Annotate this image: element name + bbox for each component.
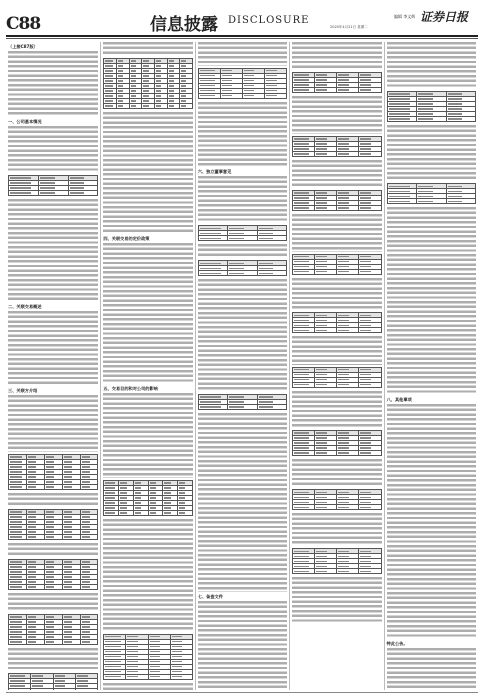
table-row <box>198 271 286 276</box>
data-table <box>8 559 98 590</box>
table-cell <box>44 484 62 489</box>
body-text-block <box>8 51 98 117</box>
table-cell <box>387 199 416 204</box>
table-cell <box>228 271 257 276</box>
data-table <box>292 312 381 333</box>
table-cell <box>62 484 80 489</box>
table-cell <box>257 236 286 241</box>
article-column <box>100 42 194 690</box>
table-cell <box>315 451 337 456</box>
body-text-block <box>8 395 98 451</box>
masthead <box>0 0 484 42</box>
data-table <box>387 91 476 122</box>
body-text-block <box>292 391 381 429</box>
table-cell <box>387 117 416 122</box>
table-cell <box>359 151 381 156</box>
table-row <box>198 405 286 410</box>
table-cell <box>293 569 315 574</box>
data-table <box>198 225 287 241</box>
body-text-block <box>103 393 192 478</box>
table-row <box>9 639 98 644</box>
table-cell <box>163 510 178 515</box>
data-table <box>292 136 381 157</box>
footer-rule <box>6 692 478 693</box>
table-cell <box>80 584 98 589</box>
table-cell <box>167 104 180 109</box>
body-text-block <box>8 199 98 302</box>
body-text-block <box>292 96 381 134</box>
table-row <box>104 674 192 679</box>
table-cell <box>337 451 359 456</box>
body-text-block <box>103 519 192 632</box>
data-table <box>292 430 381 456</box>
table-cell <box>315 151 337 156</box>
table-cell <box>417 117 446 122</box>
table-row <box>9 534 98 539</box>
table-row <box>293 88 381 93</box>
table-cell <box>38 190 68 195</box>
body-text-block <box>292 336 381 364</box>
body-text-block <box>8 311 98 386</box>
body-text-block <box>387 648 476 690</box>
section-title-en: DISCLOSURE <box>228 15 310 26</box>
table-cell <box>293 451 315 456</box>
table-cell <box>293 328 315 333</box>
table-cell <box>26 639 44 644</box>
table-cell <box>26 484 44 489</box>
data-table <box>387 183 476 204</box>
table-cell <box>315 569 337 574</box>
table-cell <box>315 88 337 93</box>
table-cell <box>148 510 163 515</box>
table-cell <box>44 534 62 539</box>
table-cell <box>359 569 381 574</box>
table-cell <box>337 205 359 210</box>
table-cell <box>337 328 359 333</box>
table-cell <box>53 689 75 690</box>
data-table <box>292 190 381 211</box>
data-table <box>8 454 98 490</box>
table-row <box>387 117 475 122</box>
table-cell <box>265 93 287 98</box>
table-cell <box>80 484 98 489</box>
body-text-block <box>198 601 287 690</box>
header-rule-thin <box>6 38 478 39</box>
table-cell <box>315 328 337 333</box>
body-text-block <box>387 42 476 89</box>
table-cell <box>26 584 44 589</box>
table-cell <box>177 510 192 515</box>
table-cell <box>133 510 148 515</box>
section-heading: 二、关联交易概述 <box>8 304 42 310</box>
table-cell <box>293 382 315 387</box>
body-text-block <box>103 683 192 690</box>
body-text-block <box>292 42 381 70</box>
data-table <box>292 548 381 574</box>
body-text-block <box>8 543 98 557</box>
section-heading: 七、备查文件 <box>197 593 223 599</box>
body-text-block <box>8 126 98 173</box>
section-heading: 四、关联交易的定价政策 <box>103 236 150 242</box>
table-cell <box>337 382 359 387</box>
table-cell <box>257 405 286 410</box>
data-table <box>292 254 381 275</box>
table-row <box>293 569 381 574</box>
table-row <box>387 199 475 204</box>
table-cell <box>198 405 227 410</box>
page-number: C88 <box>6 14 41 34</box>
table-cell <box>359 205 381 210</box>
body-text-block <box>8 493 98 507</box>
table-cell <box>198 271 227 276</box>
table-cell <box>359 88 381 93</box>
data-table <box>103 634 192 680</box>
section-heading: 特此公告。 <box>386 641 408 647</box>
table-cell <box>198 93 220 98</box>
body-text-block <box>8 593 98 612</box>
table-cell <box>9 639 27 644</box>
table-cell <box>359 269 381 274</box>
table-cell <box>9 584 27 589</box>
table-row <box>293 151 381 156</box>
body-text-block <box>8 648 98 672</box>
table-cell <box>315 382 337 387</box>
body-text-block <box>198 42 287 66</box>
table-cell <box>9 689 31 690</box>
table-cell <box>26 534 44 539</box>
table-cell <box>180 104 193 109</box>
table-cell <box>44 639 62 644</box>
table-cell <box>126 674 148 679</box>
table-cell <box>293 151 315 156</box>
data-table <box>8 614 98 645</box>
table-row <box>293 451 381 456</box>
table-cell <box>337 88 359 93</box>
section-heading: 一、公司基本情况 <box>8 118 42 124</box>
table-cell <box>62 534 80 539</box>
article-column <box>384 42 478 690</box>
data-table <box>8 673 98 690</box>
header-rule <box>6 35 478 37</box>
editor-credit: 编辑 李文辉 <box>394 14 416 19</box>
table-row <box>104 510 192 515</box>
table-cell <box>104 104 117 109</box>
body-text-block <box>292 577 381 624</box>
article-column <box>195 42 289 690</box>
table-cell <box>228 236 257 241</box>
table-cell <box>9 534 27 539</box>
table-row <box>198 236 286 241</box>
table-cell <box>68 190 98 195</box>
body-text-block <box>198 102 287 168</box>
table-cell <box>31 689 53 690</box>
body-text-block <box>292 513 381 546</box>
table-row <box>293 269 381 274</box>
body-text-block <box>387 404 476 639</box>
body-text-block <box>198 244 287 258</box>
table-row <box>9 484 98 489</box>
data-table <box>198 260 287 276</box>
body-text-block <box>103 42 192 56</box>
table-cell <box>80 534 98 539</box>
table-row <box>9 689 98 690</box>
body-text-block <box>103 243 192 384</box>
article-columns <box>6 42 478 690</box>
body-text-block <box>198 176 287 223</box>
section-title: 信息披露 <box>150 15 218 35</box>
table-cell <box>417 199 446 204</box>
table-row <box>293 382 381 387</box>
table-cell <box>359 451 381 456</box>
body-text-block <box>292 278 381 311</box>
table-cell <box>257 271 286 276</box>
body-text-block <box>198 413 287 592</box>
table-cell <box>242 93 264 98</box>
table-cell <box>9 484 27 489</box>
table-cell <box>293 505 315 510</box>
table-cell <box>315 505 337 510</box>
body-text-block <box>292 459 381 487</box>
table-cell <box>62 639 80 644</box>
data-table <box>103 480 192 516</box>
table-cell <box>129 104 142 109</box>
table-cell <box>220 93 242 98</box>
data-table <box>292 72 381 93</box>
section-heading: 三、关联方介绍 <box>8 388 38 394</box>
table-cell <box>359 328 381 333</box>
data-table <box>198 394 287 410</box>
table-cell <box>76 689 98 690</box>
table-cell <box>315 269 337 274</box>
table-cell <box>44 584 62 589</box>
newspaper-logo: 证券日报 <box>420 10 469 24</box>
table-cell <box>337 505 359 510</box>
table-cell <box>293 205 315 210</box>
data-table <box>292 489 381 510</box>
table-cell <box>293 88 315 93</box>
body-text-block <box>387 125 476 181</box>
data-table <box>8 175 98 196</box>
table-cell <box>62 584 80 589</box>
body-text-block <box>292 160 381 188</box>
table-cell <box>170 674 192 679</box>
table-cell <box>446 117 475 122</box>
table-cell <box>337 151 359 156</box>
body-text-block <box>103 112 192 234</box>
section-heading: 五、交易目的和对公司的影响 <box>103 386 158 392</box>
table-cell <box>293 269 315 274</box>
table-cell <box>154 104 167 109</box>
table-cell <box>104 510 119 515</box>
table-row <box>293 505 381 510</box>
body-text-block <box>198 279 287 392</box>
data-table <box>103 58 192 109</box>
table-row <box>198 93 286 98</box>
body-text-block <box>387 207 476 395</box>
body-text-block <box>292 214 381 252</box>
table-cell <box>80 639 98 644</box>
table-cell <box>9 190 39 195</box>
table-cell <box>142 104 155 109</box>
table-cell <box>117 104 130 109</box>
table-cell <box>359 382 381 387</box>
table-cell <box>104 674 126 679</box>
article-column <box>6 42 100 690</box>
article-column <box>289 42 383 690</box>
data-table <box>8 509 98 540</box>
table-cell <box>198 236 227 241</box>
table-cell <box>446 199 475 204</box>
table-cell <box>228 405 257 410</box>
table-cell <box>119 510 134 515</box>
table-row <box>9 190 98 195</box>
table-cell <box>337 569 359 574</box>
issue-date: 2020年4月21日 星期二 <box>330 25 368 29</box>
table-cell <box>148 674 170 679</box>
table-row <box>293 205 381 210</box>
section-heading: （上接C87版） <box>8 44 38 49</box>
table-row <box>9 584 98 589</box>
data-table <box>198 68 287 99</box>
table-cell <box>337 269 359 274</box>
table-row <box>293 328 381 333</box>
data-table <box>292 367 381 388</box>
table-row <box>104 104 192 109</box>
table-cell <box>359 505 381 510</box>
section-heading: 八、其他事项 <box>386 397 412 403</box>
table-cell <box>315 205 337 210</box>
section-heading: 六、独立董事意见 <box>197 169 232 175</box>
